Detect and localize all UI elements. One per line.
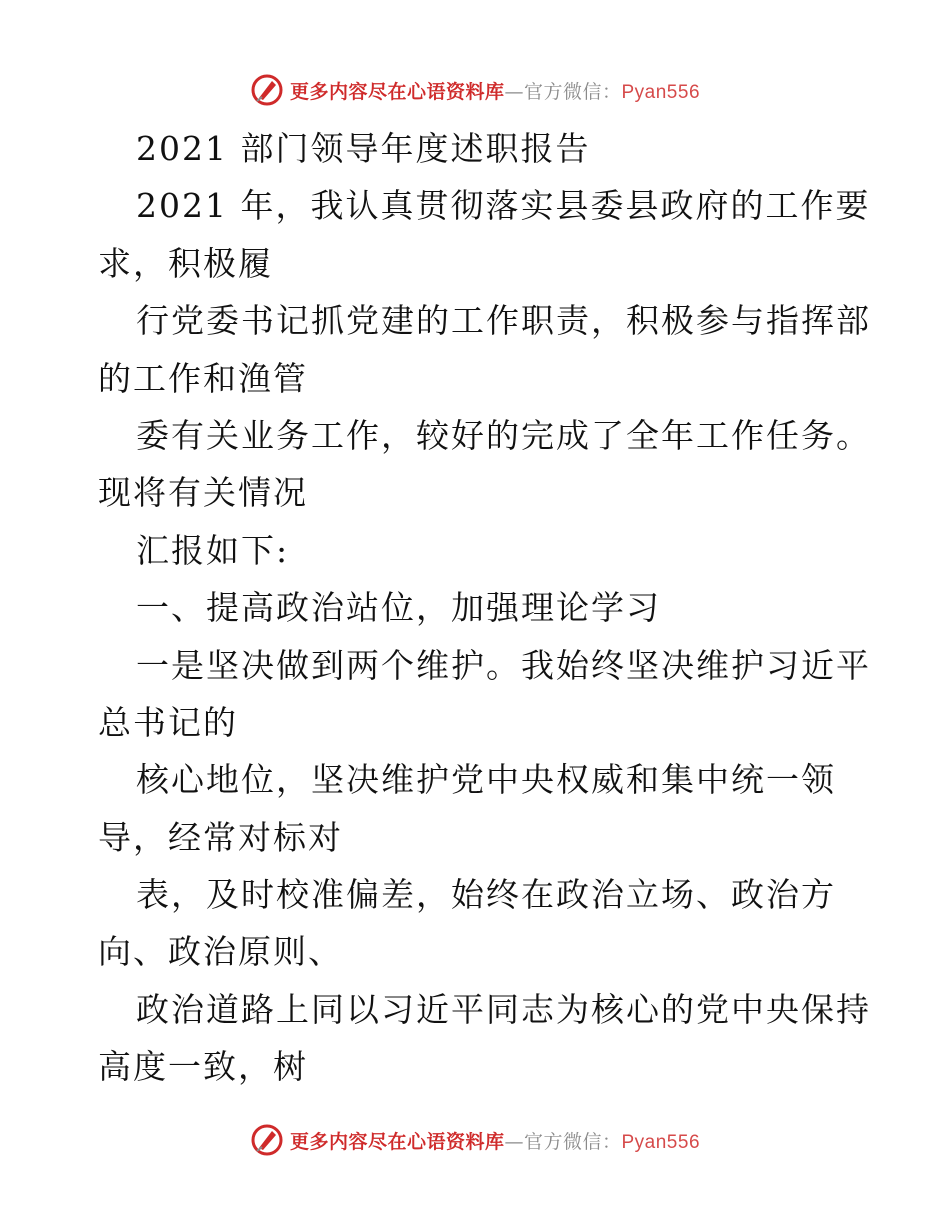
watermark-text [290, 1127, 700, 1154]
paragraph-line: 表，及时校准偏差，始终在政治立场、政治方 [136, 875, 836, 915]
paragraph-line: 现将有关情况 [98, 473, 308, 513]
paragraph-line: 政治道路上同以习近平同志为核心的党中央保持 [136, 989, 871, 1029]
watermark-main: 更多内容尽在心语资料库 [289, 80, 505, 103]
document-body [98, 120, 871, 1096]
paragraph-line: 核心地位，坚决维护党中央权威和集中统一领 [136, 760, 836, 800]
watermark-dash: — [504, 80, 524, 103]
paragraph-line: 的工作和渔管 [98, 358, 308, 398]
watermark-dash: — [504, 1130, 524, 1153]
paragraph-line: 汇报如下: [136, 530, 290, 570]
paragraph-line: 向、政治原则、 [98, 932, 343, 972]
watermark-main: 更多内容尽在心语资料库 [289, 1130, 505, 1153]
watermark-wechat-id: Pyan556 [621, 1131, 701, 1153]
paragraph-line: 高度一致，树 [98, 1047, 308, 1087]
paragraph-line: 求，积极履 [98, 243, 273, 283]
paragraph-line: 一是坚决做到两个维护。我始终坚决维护习近平 [136, 645, 871, 685]
paragraph-line: 导，经常对标对 [98, 817, 343, 857]
paragraph-line: 2021 年，我认真贯彻落实县委县政府的工作要 [136, 186, 871, 226]
watermark-wechat-id: Pyan556 [621, 81, 701, 103]
watermark-text [290, 77, 700, 104]
section-heading: 一、提高政治站位，加强理论学习 [136, 588, 661, 628]
header-watermark [0, 70, 950, 110]
quill-logo-icon [250, 1123, 284, 1157]
quill-logo-icon [250, 73, 284, 107]
doc-title: 2021 部门领导年度述职报告 [136, 129, 591, 168]
watermark-sub: 官方微信： [523, 1130, 622, 1153]
watermark-sub: 官方微信： [523, 80, 622, 103]
paragraph-line: 总书记的 [98, 702, 238, 742]
paragraph-line: 行党委书记抓党建的工作职责，积极参与指挥部 [136, 301, 871, 341]
paragraph-line: 委有关业务工作，较好的完成了全年工作任务。 [136, 415, 871, 455]
footer-watermark [0, 1120, 950, 1160]
